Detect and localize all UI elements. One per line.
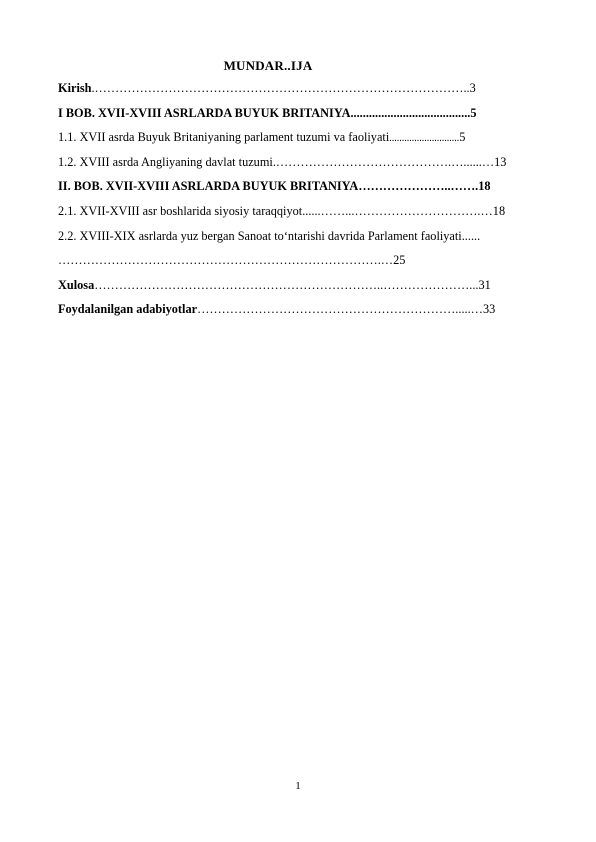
- toc-entry-label: 1.1. XVII asrda Buyuk Britaniyaning parlament tuzumi va faoliyati: [58, 130, 390, 144]
- toc-leader-dots: .………………………………………………………………………………..: [91, 81, 470, 95]
- toc-page-number: 25: [393, 253, 406, 267]
- toc-leader-dots: .…………………………………….…......…: [272, 155, 495, 169]
- toc-entry-xulosa: [58, 277, 538, 293]
- toc-entry-label: 2.1. XVII-XVIII asr boshlarida siyosiy taraqqiyot: [58, 204, 303, 218]
- toc-entry-bob2: [58, 178, 538, 194]
- toc-entry-2-2-continuation: [58, 252, 538, 268]
- toc-entry-label: II. BOB. XVII-XVIII ASRLARDA BUYUK BRITANIYA: [58, 179, 359, 193]
- toc-entry-label: 1.2. XVIII asrda Angliyaning davlat tuzumi: [58, 155, 273, 169]
- toc-entry-2-1: [58, 203, 538, 219]
- toc-entry-bob1: [58, 105, 538, 121]
- toc-entry-1-2: [58, 154, 538, 170]
- toc-page-number: 5: [459, 130, 466, 144]
- page-number: 1: [295, 780, 301, 792]
- toc-page-number: 33: [482, 302, 496, 316]
- toc-leader-dots: ......……...………………………….…: [302, 204, 493, 218]
- toc-title: MUNDAR..IJA: [223, 58, 313, 73]
- toc-page-number: 13: [494, 155, 507, 169]
- toc-leader-dots: ......: [461, 229, 481, 243]
- toc-page-number: 5: [470, 106, 477, 120]
- toc-leader-dots: ............................: [389, 133, 460, 144]
- toc-entry-label: Xulosa: [58, 278, 95, 292]
- toc-page-number: 18: [478, 179, 491, 193]
- toc-leader-dots: …………………..…….: [358, 179, 479, 193]
- toc-entry-label: Kirish: [58, 81, 92, 95]
- toc-page-number: 18: [492, 204, 506, 218]
- toc-page-number: 3: [469, 81, 476, 95]
- toc-leader-dots: …………………………………………………………………….…: [58, 253, 394, 267]
- toc-entry-1-1: [58, 129, 538, 147]
- toc-entry-label: I BOB. XVII-XVIII ASRLARDA BUYUK BRITANIYA: [58, 106, 351, 120]
- toc-leader-dots: .......................................: [350, 106, 471, 120]
- toc-entry-adabiyotlar: [58, 301, 538, 317]
- toc-entry-label: Foydalanilgan adabiyotlar: [58, 302, 198, 316]
- toc-entry-kirish: [58, 80, 538, 96]
- toc-page-number: 31: [478, 278, 491, 292]
- toc-leader-dots: ……………………………………………………….....…: [197, 302, 483, 316]
- toc-entry-2-2: [58, 228, 538, 244]
- toc-entry-label: 2.2. XVIII-XIX asrlarda yuz bergan Sanoat to‘ntarishi davrida Parlament faoliyati: [58, 229, 462, 243]
- toc-leader-dots: ……………………………………………………………..…………………...: [94, 278, 479, 292]
